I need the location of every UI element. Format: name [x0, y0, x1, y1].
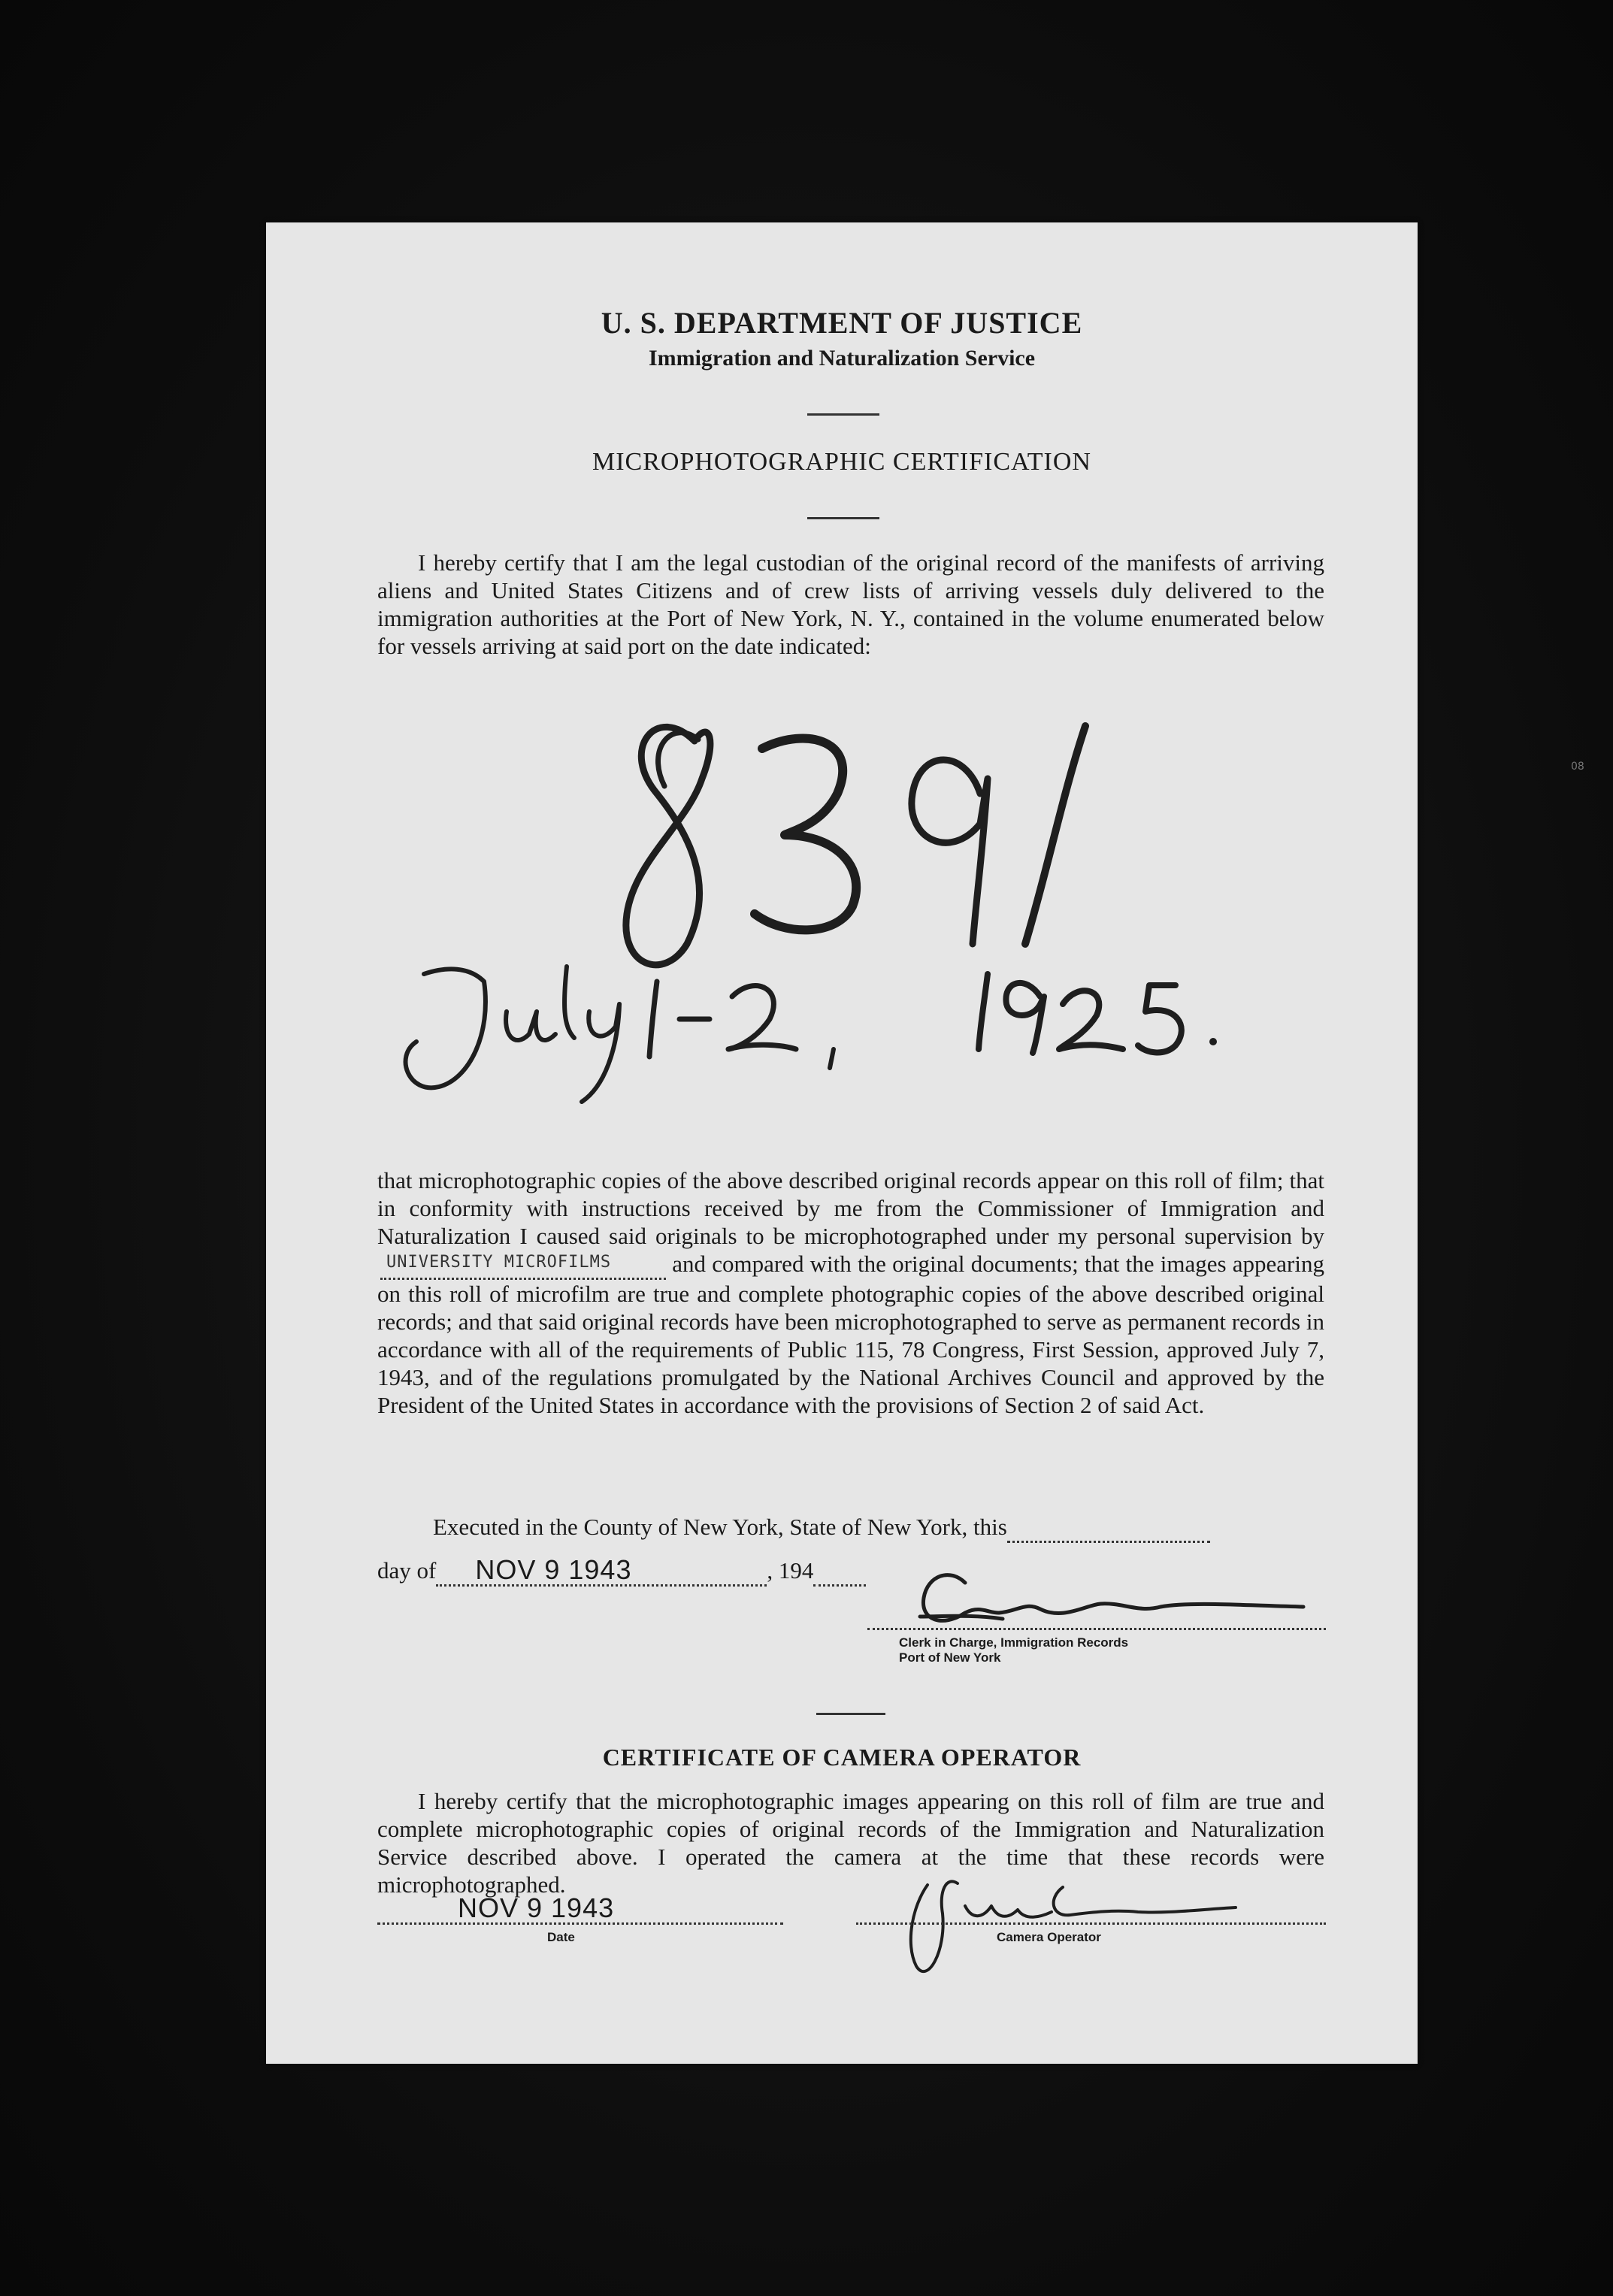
day-of-field	[436, 1554, 767, 1587]
executed-line	[433, 1514, 1210, 1543]
certification-text: that microphotographic copies of the above described original records appear on this roll of film; that in conformity with instructions received by me from the Commissioner of Immigration and Naturalization I caused said originals to be microphotographed under my personal supervision by	[377, 1167, 1324, 1249]
day-of-label: day of	[377, 1557, 437, 1584]
divider	[807, 413, 879, 416]
supervisor-field	[380, 1250, 666, 1280]
camera-date-line	[377, 1922, 783, 1925]
certification-text: and compared with the original documents; that the images appearing on this roll of microfilm are true and complete photographic copies of the above described original records; and that said original records have been microphotographed to serve as permanent records in accordance with all of the requirements of Public 115, 78 Congress, First Session, approved July 7, 1943, and of the regulations promulgated by the National Archives Council and approved by the President of the United States in accordance with the provisions of Section 2 of said Act.	[377, 1251, 1324, 1418]
camera-operator-paragraph: I hereby certify that the microphotographic images appearing on this roll of film are true and complete microphotographic copies of original records of the Immigration and Naturalization Service described above. I operated the camera at the time that these records were microphotographed.	[377, 1788, 1324, 1898]
day-field	[1007, 1514, 1210, 1543]
camera-date-label: Date	[547, 1930, 575, 1944]
certification-paragraph: I hereby certify that I am the legal custodian of the original record of the manifests of arriving aliens and United States Citizens and of crew lists of arriving vessels duly delivered to the immigration authorities at the Port of New York, N. Y., contained in the volume enumerated below for vessels arriving at said port on the date indicated:	[377, 549, 1324, 659]
clerk-title-line1: Clerk in Charge, Immigration Records	[899, 1635, 1129, 1650]
handwritten-volume-dates	[406, 966, 1217, 1102]
year-prefix: , 194	[767, 1557, 814, 1584]
period-dot	[1209, 1038, 1217, 1045]
clerk-caption	[899, 1635, 1128, 1665]
camera-operator-title: CERTIFICATE OF CAMERA OPERATOR	[602, 1744, 1082, 1771]
camera-operator-signature-line	[856, 1922, 1326, 1925]
executed-text: Executed in the County of New York, State of New York, this	[433, 1514, 1007, 1540]
service-subtitle: Immigration and Naturalization Service	[648, 346, 1036, 371]
camera-date-stamp: NOV 9 1943	[458, 1892, 615, 1923]
certificate-sheet	[266, 222, 1418, 2064]
camera-operator-label: Camera Operator	[997, 1930, 1101, 1944]
divider	[807, 517, 879, 519]
certification-paragraph-continued	[377, 1166, 1324, 1419]
clerk-signature	[920, 1575, 1303, 1621]
day-of-stamp: NOV 9 1943	[475, 1554, 632, 1585]
certification-title: MICROPHOTOGRAPHIC CERTIFICATION	[592, 448, 1091, 476]
department-title: U. S. DEPARTMENT OF JUSTICE	[601, 306, 1083, 340]
year-field	[813, 1557, 866, 1587]
handwritten-volume-number	[626, 726, 1085, 965]
day-of-line	[377, 1554, 866, 1587]
supervisor-stamp: UNIVERSITY MICROFILMS	[386, 1253, 612, 1272]
clerk-title-line2: Port of New York	[899, 1650, 1001, 1665]
film-edge-mark: 08	[1571, 761, 1584, 773]
divider	[816, 1713, 885, 1715]
clerk-signature-line	[867, 1628, 1326, 1630]
